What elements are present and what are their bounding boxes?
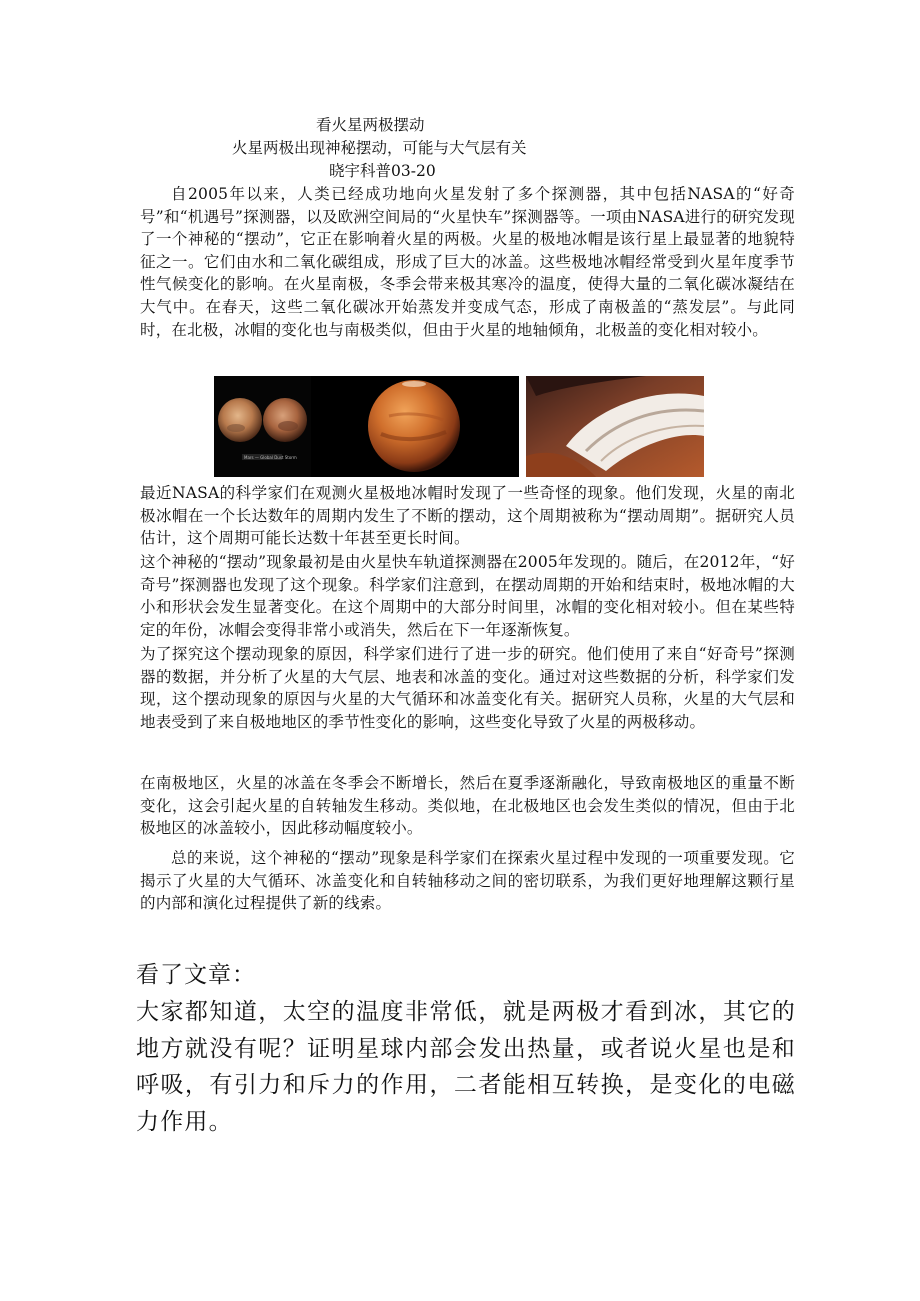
article-paragraph-conclusion: 总的来说，这个神秘的“摆动”现象是科学家们在探索火星过程中发现的一项重要发现。它揭示了火星的大气循环、冰盖变化和自转轴移动之间的密切联系，为我们更好地理解这颗行星的内部和演化过程提供了新的线索。: [140, 849, 795, 913]
image-caption: Mars — Global Dust Storm: [244, 455, 297, 460]
comment-heading: 看了文章：: [136, 962, 256, 988]
article-paragraph: 这个神秘的“摆动”现象最初是由火星快车轨道探测器在2005年发现的。随后，在2012年，“好奇号”探测器也发现了这个现象。科学家们注意到，在摆动周期的开始和结束时，极地冰帽的大小和形状会发生显著变化。在这个周期中的大部分时间里，冰帽的变化相对较小。但在某些特定的年份，冰帽会变得非常小或消失，然后在下一年逐渐恢复。: [140, 553, 795, 639]
article-paragraph: 在南极地区，火星的冰盖在冬季会不断增长，然后在夏季逐渐融化，导致南极地区的重量不断变化，这会引起火星的自转轴发生移动。类似地，在北极地区也会发生类似的情况，但由于北极地区的冰盖较小，因此移动幅度较小。: [140, 774, 795, 838]
article-byline: 晓宇科普03-20: [329, 162, 436, 180]
article-subtitle: 火星两极出现神秘摆动，可能与大气层有关: [232, 139, 527, 157]
mars-polar-cap-closeup-photo-icon: [526, 376, 704, 477]
article-paragraph: 为了探究这个摆动现象的原因，科学家们进行了进一步的研究。他们使用了来自“好奇号”探测器的数据，并分析了火星的大气层、地表和冰盖的变化。通过对这些数据的分析，科学家们发现，这个摆动现象的原因与火星的大气循环和冰盖变化有关。据研究人员称，火星的大气层和地表受到了来自极地地区的季节性变化的影响，这些变化导致了火星的两极移动。: [140, 645, 795, 731]
mars-globe-photo-icon: [311, 376, 519, 477]
article-title: 看火星两极摆动: [316, 116, 425, 134]
article-paragraph-intro: 自2005年以来，人类已经成功地向火星发射了多个探测器，其中包括NASA的“好奇号”和“机遇号”探测器，以及欧洲空间局的“火星快车”探测器等。一项由NASA进行的研究发现了一个神秘的“摆动”，它正在影响着火星的两极。火星的极地冰帽是该行星上最显著的地貌特征之一。它们由水和二氧化碳组成，形成了巨大的冰盖。这些极地冰帽经常受到火星年度季节性气候变化的影响。在火星南极，冬季会带来极其寒冷的温度，使得大量的二氧化碳冰凝结在大气中。在春天，这些二氧化碳冰开始蒸发并变成气态，形成了南极盖的“蒸发层”。与此同时，在北极，冰帽的变化也与南极类似，但由于火星的地轴倾角，北极盖的变化相对较小。: [140, 185, 795, 339]
comment-text: 大家都知道，太空的温度非常低，就是两极才看到冰，其它的地方就没有呢？证明星球内部会发出热量，或者说火星也是和呼吸，有引力和斥力的作用，二者能相互转换，是变化的电磁力作用。: [136, 999, 796, 1135]
article-paragraph: 最近NASA的科学家们在观测火星极地冰帽时发现了一些奇怪的现象。他们发现，火星的南北极冰帽在一个长达数年的周期内发生了不断的摆动，这个周期被称为“摆动周期”。据研究人员估计，这个周期可能长达数十年甚至更长时间。: [140, 484, 795, 548]
